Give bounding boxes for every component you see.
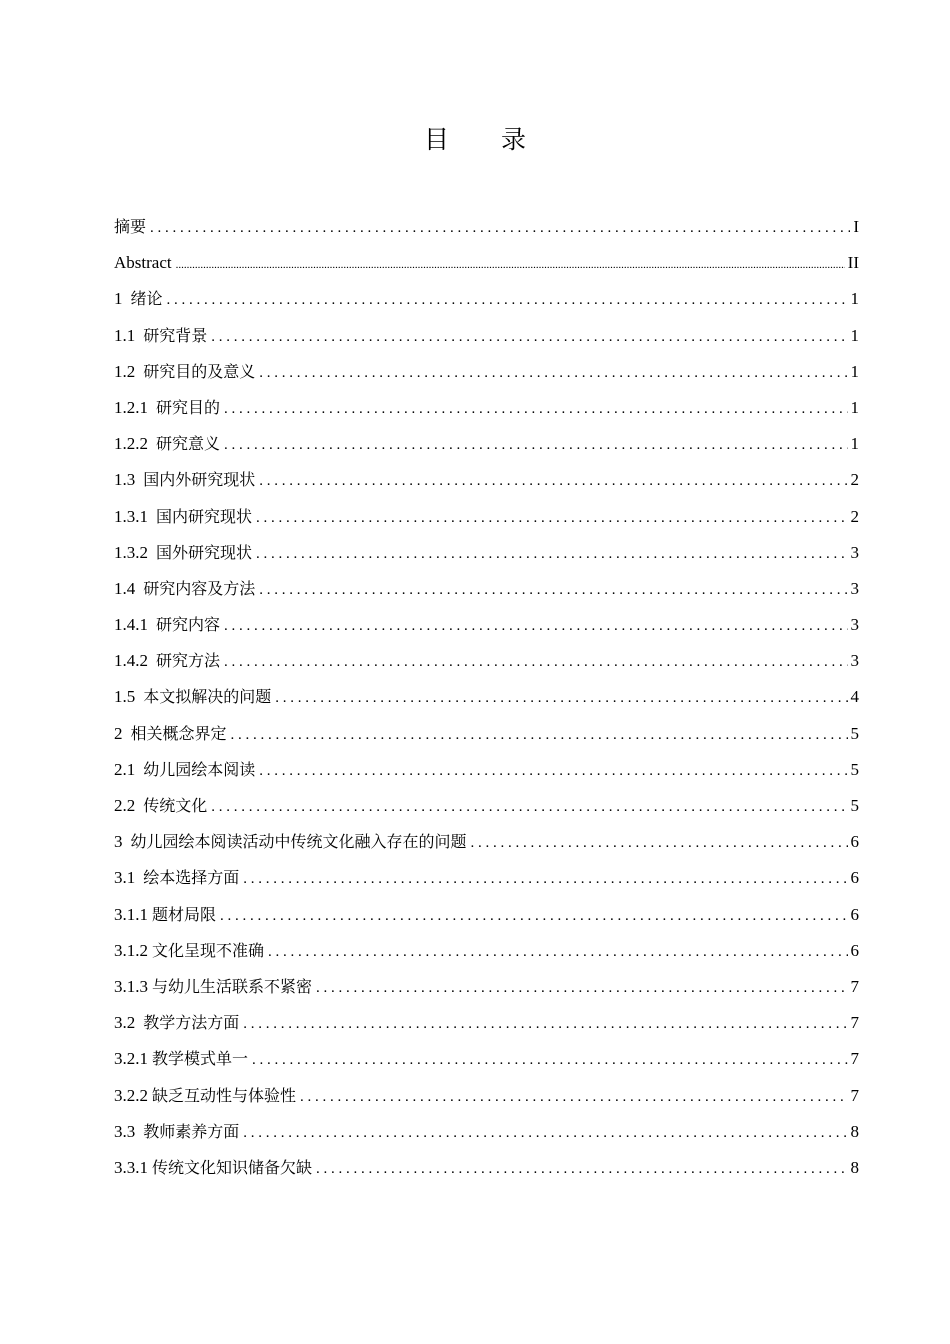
toc-entry-title: 国外研究现状 bbox=[156, 542, 253, 562]
toc-entry-number: 3.1.1 bbox=[114, 904, 148, 924]
toc-entry[interactable] bbox=[114, 646, 859, 682]
toc-entry-number: 3.1 bbox=[114, 868, 136, 888]
toc-dot-leader bbox=[316, 1154, 847, 1184]
toc-dot-leader bbox=[243, 864, 847, 894]
toc-entry-title: 教师素养方面 bbox=[143, 1121, 240, 1141]
toc-page-number: 1 bbox=[850, 361, 859, 381]
toc-entry[interactable] bbox=[114, 1153, 859, 1189]
toc-page-number: 7 bbox=[850, 1049, 859, 1069]
toc-page-number: I bbox=[853, 217, 859, 236]
toc-page-number: 2 bbox=[850, 470, 859, 490]
toc-page-number: 4 bbox=[850, 687, 859, 707]
toc-entry[interactable] bbox=[114, 719, 859, 755]
toc-dot-leader bbox=[259, 466, 847, 496]
toc-entry-number: 3.2.1 bbox=[114, 1049, 148, 1069]
toc-dot-leader bbox=[300, 1082, 847, 1112]
toc-entry-number: 1.3.2 bbox=[114, 542, 148, 562]
toc-entry[interactable] bbox=[114, 972, 859, 1008]
toc-entry[interactable] bbox=[114, 682, 859, 718]
toc-entry-title: 教学模式单一 bbox=[152, 1049, 249, 1069]
toc-dot-leader bbox=[256, 503, 847, 533]
toc-entry-number: 1.3 bbox=[114, 470, 136, 490]
toc-entry-number: 3 bbox=[114, 832, 123, 852]
toc-entry[interactable] bbox=[114, 900, 859, 936]
toc-dot-leader bbox=[176, 249, 845, 280]
toc-entry-number: 1.3.1 bbox=[114, 506, 148, 526]
toc-entry-title: 缺乏互动性与体验性 bbox=[152, 1085, 297, 1105]
toc-page-number: 1 bbox=[850, 289, 859, 309]
toc-entry[interactable] bbox=[114, 1008, 859, 1044]
toc-entry-number: 1.2.2 bbox=[114, 434, 148, 454]
toc-page-number: 3 bbox=[850, 542, 859, 562]
toc-page-number: 5 bbox=[850, 723, 859, 743]
toc-entry-number: 3.3 bbox=[114, 1121, 136, 1141]
toc-entry-title: 教学方法方面 bbox=[143, 1013, 240, 1033]
toc-page-number: 7 bbox=[850, 1013, 859, 1033]
toc-entry-title: Abstract bbox=[114, 253, 172, 273]
toc-page-number: 1 bbox=[850, 434, 859, 454]
toc-entry[interactable] bbox=[114, 791, 859, 827]
toc-entry[interactable] bbox=[114, 574, 859, 610]
toc-entry[interactable] bbox=[114, 212, 859, 248]
toc-entry-number: 1.5 bbox=[114, 687, 136, 707]
toc-dot-leader bbox=[167, 285, 848, 315]
toc-entry-number: 1.4.1 bbox=[114, 615, 148, 635]
toc-entry[interactable] bbox=[114, 755, 859, 791]
toc-page-number: 3 bbox=[850, 578, 859, 598]
toc-entry-title: 传统文化知识储备欠缺 bbox=[152, 1157, 313, 1177]
toc-dot-leader bbox=[259, 756, 847, 786]
toc-entry-title: 研究内容 bbox=[156, 615, 221, 635]
toc-dot-leader bbox=[224, 394, 847, 424]
toc-entry-title: 研究内容及方法 bbox=[143, 578, 256, 598]
toc-entry-title: 幼儿园绘本阅读 bbox=[143, 759, 256, 779]
toc-entry-number: 1.2 bbox=[114, 361, 136, 381]
toc-dot-leader bbox=[231, 720, 848, 750]
toc-dot-leader bbox=[471, 828, 848, 858]
toc-page-number: 7 bbox=[850, 976, 859, 996]
toc-entry[interactable] bbox=[114, 429, 859, 465]
toc-entry-number: 1.2.1 bbox=[114, 397, 148, 417]
toc-entry-title: 国内研究现状 bbox=[156, 506, 253, 526]
toc-entry[interactable] bbox=[114, 465, 859, 501]
toc-entry-title: 传统文化 bbox=[143, 796, 208, 815]
toc-dot-leader bbox=[252, 1045, 847, 1075]
toc-page-number: 6 bbox=[850, 940, 859, 960]
toc-page-number: 6 bbox=[850, 832, 859, 852]
toc-entry-title: 研究目的 bbox=[156, 397, 221, 417]
toc-entry-title: 国内外研究现状 bbox=[143, 470, 256, 490]
toc-entry[interactable] bbox=[114, 321, 859, 357]
toc-entry-title: 幼儿园绘本阅读活动中传统文化融入存在的问题 bbox=[130, 832, 467, 852]
toc-dot-leader bbox=[275, 683, 847, 713]
toc-entry[interactable] bbox=[114, 610, 859, 646]
toc-dot-leader bbox=[150, 213, 850, 243]
toc-dot-leader bbox=[243, 1009, 847, 1039]
toc-page-number: 8 bbox=[850, 1157, 859, 1177]
toc-entry[interactable] bbox=[114, 393, 859, 429]
toc-dot-leader bbox=[224, 430, 847, 460]
toc-entry-title: 与幼儿生活联系不紧密 bbox=[152, 976, 313, 996]
toc-entry-title: 研究方法 bbox=[156, 651, 221, 671]
toc-entry-title: 绘本选择方面 bbox=[143, 868, 240, 888]
toc-page-number: 2 bbox=[850, 506, 859, 526]
toc-page-number: 5 bbox=[850, 796, 859, 815]
toc-page-number: 6 bbox=[850, 868, 859, 888]
table-of-contents bbox=[114, 212, 859, 1189]
toc-entry-number: 1.4.2 bbox=[114, 651, 148, 671]
toc-dot-leader bbox=[243, 1118, 847, 1148]
toc-page-number: 3 bbox=[850, 651, 859, 671]
toc-entry-title: 文化呈现不准确 bbox=[152, 940, 265, 960]
toc-entry-number: 1.4 bbox=[114, 578, 136, 598]
toc-entry-number: 2.2 bbox=[114, 796, 136, 815]
toc-page-number: 8 bbox=[850, 1121, 859, 1141]
toc-entry-number: 3.2.2 bbox=[114, 1085, 148, 1105]
toc-dot-leader bbox=[220, 901, 847, 931]
toc-entry-title: 题材局限 bbox=[152, 904, 217, 924]
toc-entry-title: 研究背景 bbox=[143, 325, 208, 345]
toc-entry[interactable] bbox=[114, 502, 859, 538]
toc-entry[interactable] bbox=[114, 863, 859, 899]
toc-dot-leader bbox=[224, 611, 847, 641]
toc-entry-title: 研究意义 bbox=[156, 434, 221, 454]
toc-entry-number: 1.1 bbox=[114, 325, 136, 345]
toc-entry-number: 3.3.1 bbox=[114, 1157, 148, 1177]
toc-entry-number: 2.1 bbox=[114, 759, 136, 779]
toc-page-number: 5 bbox=[850, 759, 859, 779]
toc-entry-number: 3.2 bbox=[114, 1013, 136, 1033]
toc-entry[interactable] bbox=[114, 538, 859, 574]
toc-entry-number: 3.1.2 bbox=[114, 940, 148, 960]
toc-dot-leader bbox=[211, 322, 847, 352]
toc-dot-leader bbox=[268, 937, 847, 967]
toc-entry[interactable] bbox=[114, 827, 859, 863]
toc-page-number: II bbox=[847, 253, 859, 273]
toc-entry[interactable] bbox=[114, 284, 859, 320]
toc-entry-number: 3.1.3 bbox=[114, 976, 148, 996]
toc-page-number: 7 bbox=[850, 1085, 859, 1105]
toc-entry[interactable] bbox=[114, 1081, 859, 1117]
toc-page-number: 3 bbox=[850, 615, 859, 635]
toc-title: 目 录 bbox=[424, 125, 548, 154]
toc-entry-title: 本文拟解决的问题 bbox=[143, 687, 272, 707]
toc-entry[interactable] bbox=[114, 1044, 859, 1080]
toc-dot-leader bbox=[224, 647, 847, 677]
toc-page-number: 1 bbox=[850, 325, 859, 345]
toc-page-number: 1 bbox=[850, 397, 859, 417]
toc-entry[interactable] bbox=[114, 936, 859, 972]
toc-entry-number: 1 bbox=[114, 289, 123, 309]
toc-dot-leader bbox=[256, 539, 847, 569]
toc-dot-leader bbox=[211, 792, 847, 822]
toc-entry-title: 研究目的及意义 bbox=[143, 361, 256, 381]
toc-entry-title: 摘要 bbox=[114, 217, 147, 236]
toc-dot-leader bbox=[259, 358, 847, 388]
toc-entry[interactable] bbox=[114, 1117, 859, 1153]
toc-entry-title: 绪论 bbox=[130, 289, 163, 309]
toc-page-number: 6 bbox=[850, 904, 859, 924]
toc-entry[interactable] bbox=[114, 357, 859, 393]
toc-dot-leader bbox=[259, 575, 847, 605]
toc-entry-number: 2 bbox=[114, 723, 123, 743]
toc-entry[interactable] bbox=[114, 248, 859, 284]
toc-entry-title: 相关概念界定 bbox=[130, 723, 227, 743]
toc-dot-leader bbox=[316, 973, 847, 1003]
